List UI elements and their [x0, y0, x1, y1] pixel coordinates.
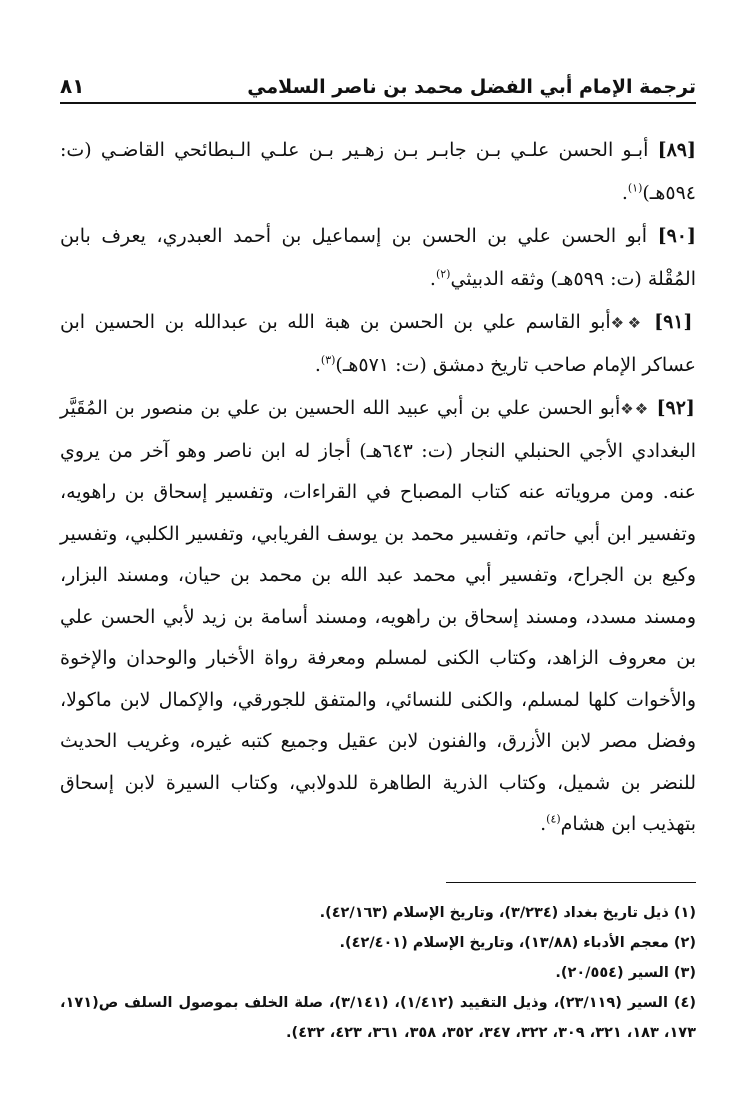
page-number: ٨١: [60, 74, 85, 98]
footnote-ref[interactable]: (١): [627, 181, 643, 195]
star-marker: ❖❖: [610, 314, 645, 332]
running-header: [60, 68, 696, 104]
entry-91: [60, 302, 696, 386]
footnotes: [60, 898, 696, 1048]
footnote-ref[interactable]: (٢): [435, 267, 451, 281]
entry-text: أبو القاسم علي بن الحسن بن هبة الله بن عبدالله بن الحسين ابن عساكر الإمام صاحب تاريخ دمشق (ت: ٥٧١هـ): [60, 311, 696, 376]
entry-89: [60, 130, 696, 214]
entry-92: [60, 388, 696, 846]
footnote-ref[interactable]: (٣): [320, 353, 336, 367]
star-marker: ❖❖: [620, 400, 650, 418]
header-title: ترجمة الإمام أبي الفضل محمد بن ناصر السلامي: [247, 76, 696, 98]
entry-text: أبو الحسن علي بن الحسن بن إسماعيل بن أحمد العبدري، يعرف بابن المُقْلة (ت: ٥٩٩هـ) وثقه الدبيثي: [60, 225, 696, 290]
entry-text: أبو الحسن علي بن أبي عبيد الله الحسين بن علي بن منصور بن المُقَيَّر البغدادي الأجي الحنبلي النجار (ت: ٦٤٣هـ) أجاز له ابن ناصر وهو آخر من يروي عنه. ومن مروياته عنه كتاب المصباح في القراءات، وتفسير إسحاق بن راهويه، وتفسير ابن أبي حاتم، وتفسير محمد بن يوسف الفريابي، وتفسير الكلبي، وتفسير وكيع بن الجراح، وتفسير أبي محمد عبد الله بن محمد بن حيان، ومسند البزار، ومسند مسدد، ومسند إسحاق بن راهويه، ومسند أسامة بن زيد لأبي الحسن علي بن معروف الزاهد، وكتاب الكنى لمسلم ومعرفة رواة الأخبار والوحدان والإخوة والأخوات كلها لمسلم، والكنى للنسائي، والمتفق للجورقي، والإكمال لابن ماكولا، وفضل مصر لابن الأزرق، والفنون لابن عقيل وجميع كتبه غيره، وغريب الحديث للنضر بن شميل، وكتاب الذرية الطاهرة للدولابي، وكتاب السيرة لابن إسحاق بتهذيب ابن هشام: [60, 397, 697, 835]
footnote-1: (١) ذيل تاريخ بغداد (٣/٢٣٤)، وتاريخ الإسلام (٤٢/١٦٣).: [319, 905, 696, 921]
footnote-4: (٤) السير (٢٣/١١٩)، وذيل التقييد (١/٤١٢)، (٣/١٤١)، صلة الخلف بموصول السلف ص(١٧١، ١٧٣، ١٨٣، ٣٢١، ٣٠٩، ٣٢٢، ٣٤٧، ٣٥٢، ٣٥٨، ٣٦١، ٤٢٣، ٤٣٢).: [60, 995, 697, 1041]
entry-tail: .: [621, 181, 628, 204]
entry-number: [٨٩]: [657, 139, 696, 161]
main-text: [60, 130, 696, 848]
entry-text: أبـو الحسن علـي بـن جابـر بـن زهـير بـن علـي الـبطائحي القاضـي (ت: ٥٩٤هـ): [60, 139, 696, 204]
entry-tail: .: [540, 813, 547, 835]
footnote-2: (٢) معجم الأدباء (١٣/٨٨)، وتاريخ الإسلام (٤٢/٤٠١).: [339, 935, 696, 951]
entry-tail: .: [429, 267, 436, 290]
footnote-3: (٣) السير (٢٠/٥٥٤).: [555, 965, 696, 981]
entry-number: [٩٢]: [656, 397, 695, 419]
entry-tail: .: [314, 353, 321, 376]
entry-90: [60, 216, 696, 300]
footnote-ref[interactable]: (٤): [546, 812, 561, 826]
footnote-divider: [446, 882, 696, 883]
entry-number: [٩١]: [654, 311, 693, 333]
entry-number: [٩٠]: [657, 225, 696, 247]
